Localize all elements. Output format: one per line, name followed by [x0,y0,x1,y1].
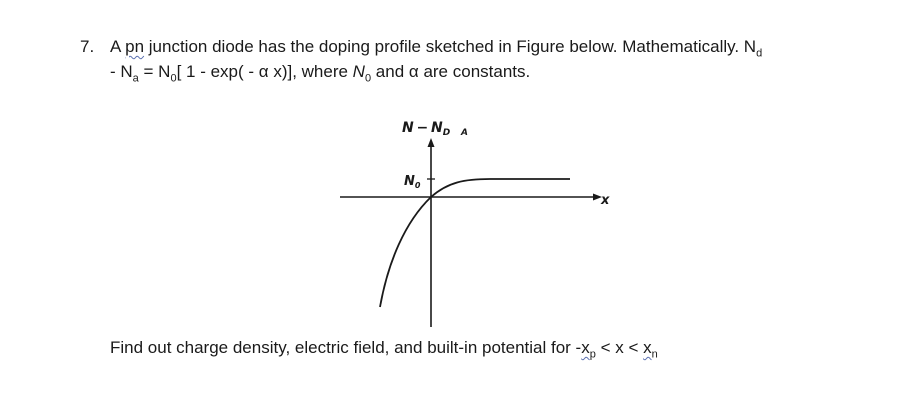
x-axis-label: x [601,193,610,208]
xp-term: $x_p$ [581,338,596,361]
footer-mid: < x < [595,338,644,357]
pn-term: pn [125,37,145,56]
doping-profile-curve [380,179,570,307]
y-axis-label: $N - N_D$ [402,120,451,138]
formula-body: [ 1 - exp( - α x)], where [176,62,353,81]
n0-symbol-subscript: 0 [364,72,372,85]
y-axis-arrow-icon [428,138,435,147]
xp-subscript: p [589,348,596,361]
doping-profile-figure [330,112,630,332]
footer-text: Find out charge density, electric field, and built-in potential for - [110,338,582,357]
question-number: 7. [80,37,95,56]
xn-term: $x_n$ [643,338,658,361]
nd-subscript: d [756,47,763,60]
n0-subscript: 0 [170,72,177,85]
n0-label-sub: 0 [414,181,421,190]
question-line-1 [110,37,762,59]
line1-pre: A [110,37,126,56]
footer-question [110,338,658,360]
n0-symbol: N [352,62,365,81]
na-term: - N [110,62,133,81]
doping-profile-graph [330,112,630,332]
equals-n0: = N [138,62,171,81]
question-line-2 [110,62,530,84]
y-label-sub-d: D [442,128,451,138]
y-axis-label-sub-a: A [461,128,468,138]
n0-label: $N_0$ [404,174,421,190]
na-subscript: a [132,72,139,85]
line1-post: junction diode has the doping profile sketched in Figure below. Mathematically. N [144,37,757,56]
formula-end: and α are constants. [371,62,531,81]
xn-subscript: n [651,348,658,361]
